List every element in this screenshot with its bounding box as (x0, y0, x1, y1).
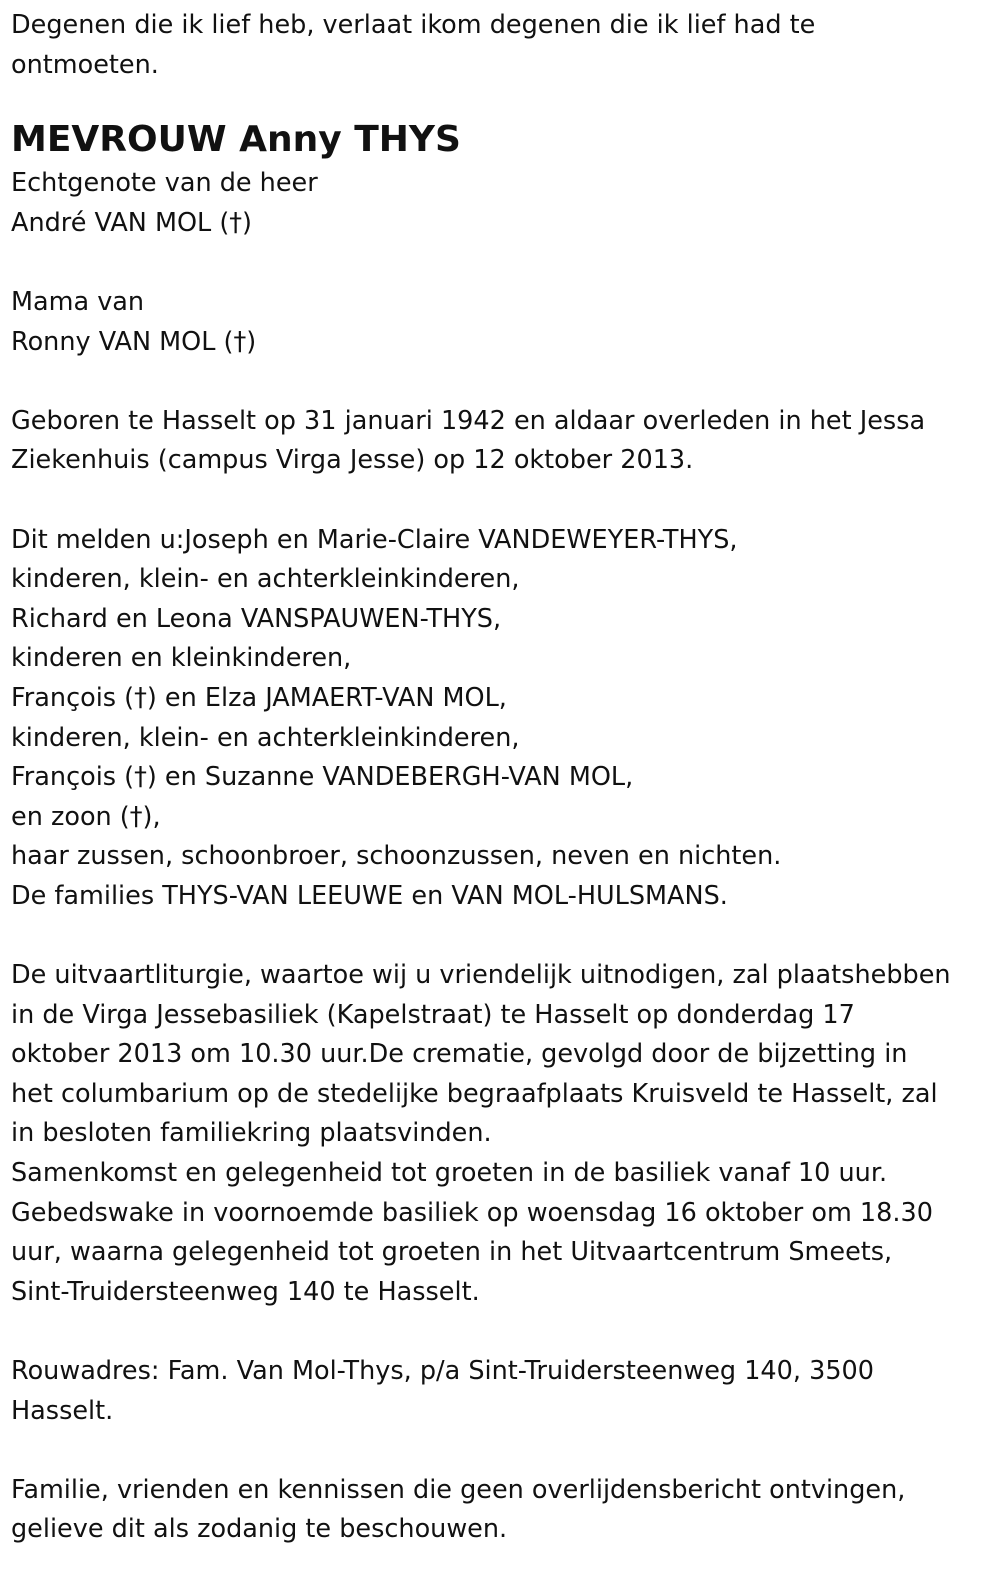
ceremony-line: De uitvaartliturgie, waartoe wij u vriendelijk uitnodigen, zal plaatshebben (11, 960, 951, 991)
family-line: Richard en Leona VANSPAUWEN-THYS, (11, 603, 502, 634)
address-section (11, 1352, 982, 1431)
birth-death-line: Geboren te Hasselt op 31 januari 1942 en aldaar overleden in het Jessa (11, 405, 926, 436)
birth-death-section (11, 402, 982, 481)
family-line: kinderen en kleinkinderen, (11, 643, 352, 674)
ceremony-line: oktober 2013 om 10.30 uur.De crematie, gevolgd door de bijzetting in (11, 1039, 908, 1070)
ceremony-line: in besloten familiekring plaatsvinden. (11, 1118, 492, 1149)
ceremony-line: uur, waarna gelegenheid tot groeten in het Uitvaartcentrum Smeets, (11, 1237, 893, 1268)
child-line: Mama van (11, 286, 145, 317)
family-section (11, 521, 982, 917)
ceremony-line: het columbarium op de stedelijke begraafplaats Kruisveld te Hasselt, zal (11, 1078, 938, 1109)
ceremony-line: in de Virga Jessebasiliek (Kapelstraat) te Hasselt op donderdag 17 (11, 999, 855, 1030)
spouse-line: Echtgenote van de heer (11, 168, 318, 199)
family-line: François (†) en Suzanne VANDEBERGH-VAN MOL, (11, 762, 634, 793)
closing-line: Familie, vrienden en kennissen die geen overlijdensbericht ontvingen, (11, 1474, 906, 1505)
ceremony-line: Gebedswake in voornoemde basiliek op woensdag 16 oktober om 18.30 (11, 1197, 933, 1228)
family-line: kinderen, klein- en achterkleinkinderen, (11, 564, 520, 595)
address-line: Rouwadres: Fam. Van Mol-Thys, p/a Sint-Truidersteenweg 140, 3500 (11, 1356, 874, 1386)
spacer (11, 916, 982, 956)
family-line: en zoon (†), (11, 801, 161, 832)
child-section (11, 283, 982, 362)
ceremony-section (11, 956, 982, 1312)
spacer (11, 243, 982, 283)
motto-line: ontmoeten. (11, 49, 159, 80)
child-line: Ronny VAN MOL (†) (11, 326, 257, 357)
spouse-section (11, 164, 982, 243)
spacer (11, 1431, 982, 1471)
family-line: François (†) en Elza JAMAERT-VAN MOL, (11, 682, 507, 713)
motto-line: Degenen die ik lief heb, verlaat ikom degenen die ik lief had te (11, 10, 816, 40)
spacer (11, 1312, 982, 1352)
spacer (11, 362, 982, 402)
spouse-line: André VAN MOL (†) (11, 207, 252, 238)
deceased-name-title: MEVROUW Anny THYS (11, 119, 461, 161)
motto-section (11, 6, 982, 85)
family-line: haar zussen, schoonbroer, schoonzussen, neven en nichten. (11, 841, 782, 872)
ceremony-line: Sint-Truidersteenweg 140 te Hasselt. (11, 1276, 480, 1307)
ceremony-line: Samenkomst en gelegenheid tot groeten in de basiliek vanaf 10 uur. (11, 1158, 888, 1189)
family-line: De families THYS-VAN LEEUWE en VAN MOL-HULSMANS. (11, 880, 728, 911)
closing-section (11, 1471, 982, 1550)
closing-line: gelieve dit als zodanig te beschouwen. (11, 1514, 508, 1545)
family-line: kinderen, klein- en achterkleinkinderen, (11, 722, 520, 753)
address-line: Hasselt. (11, 1395, 114, 1426)
family-line: Dit melden u:Joseph en Marie-Claire VANDEWEYER-THYS, (11, 524, 738, 555)
birth-death-line: Ziekenhuis (campus Virga Jesse) op 12 oktober 2013. (11, 445, 694, 476)
spacer (11, 481, 982, 521)
